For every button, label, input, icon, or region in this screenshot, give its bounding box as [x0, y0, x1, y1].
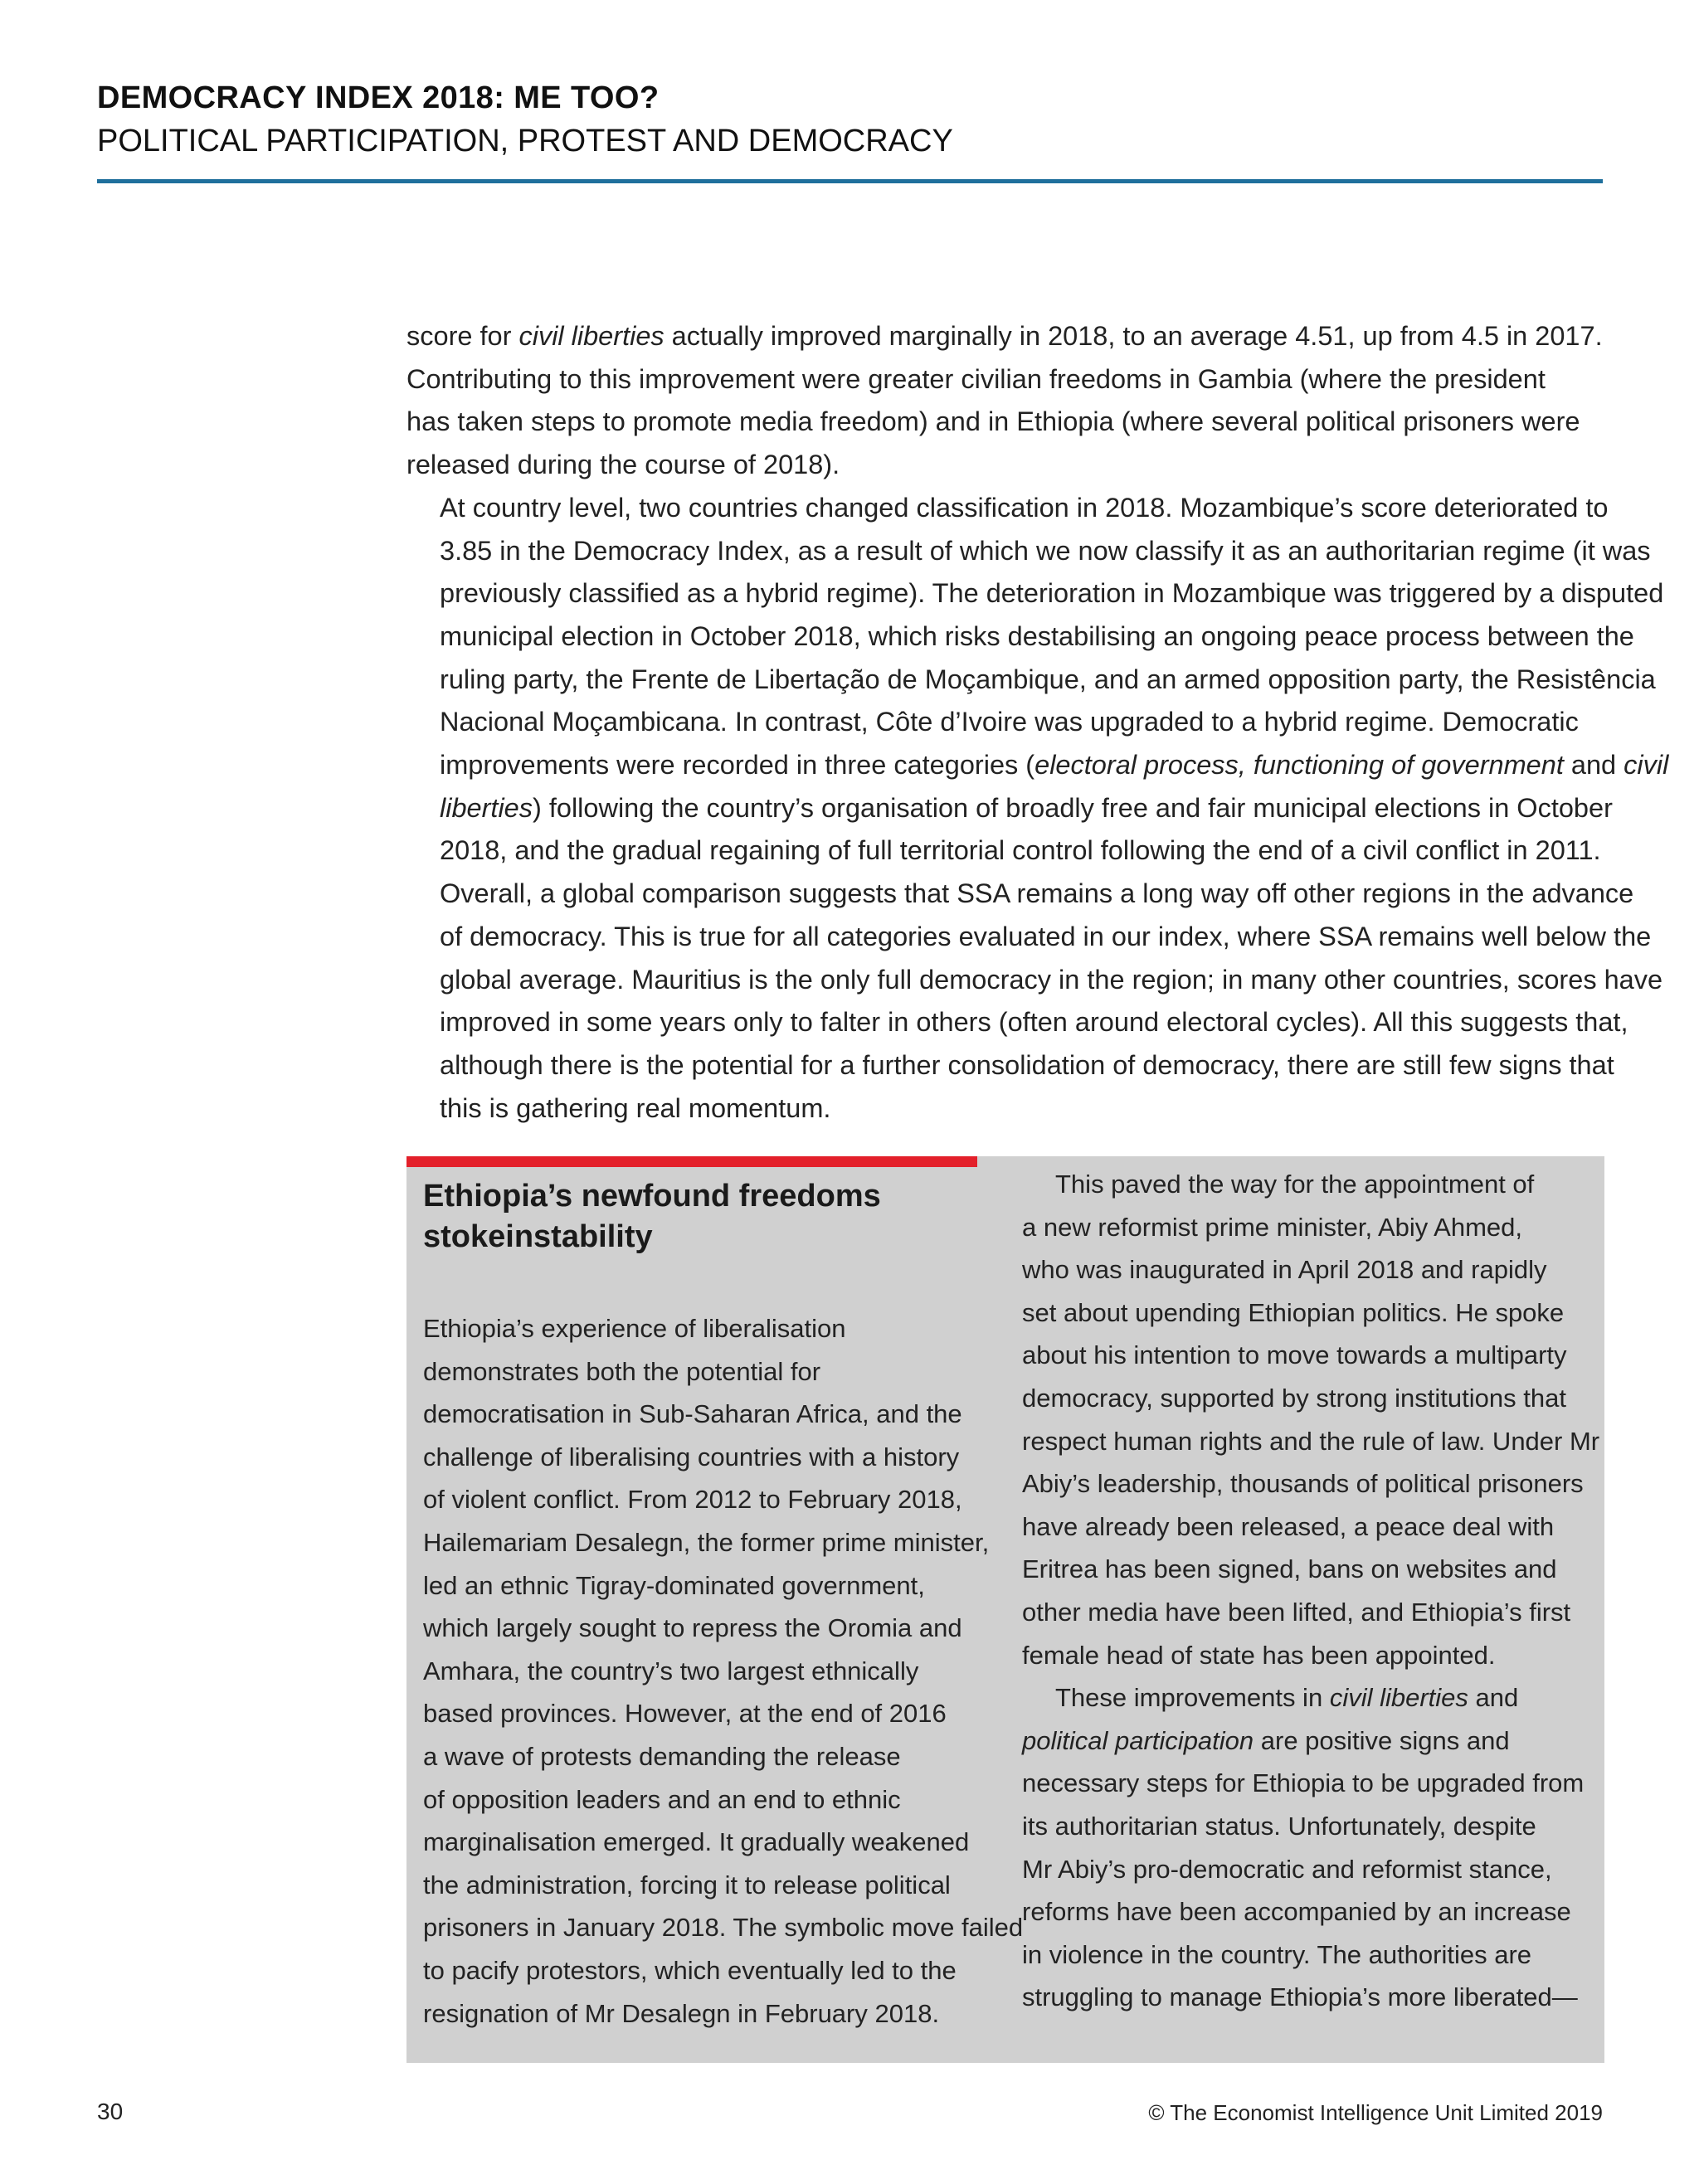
text-line: Ethiopia’s newfound freedoms stoke: [423, 1179, 881, 1254]
text-line: this is gathering real momentum.: [440, 1092, 831, 1123]
text-line: of opposition leaders and an end to ethnic: [423, 1784, 901, 1814]
text-line: of violent conflict. From 2012 to February 2018,: [423, 1485, 962, 1515]
sidebar-right-column: [1022, 1163, 1600, 2019]
report-title: DEMOCRACY INDEX 2018: ME TOO?: [97, 80, 660, 115]
text-line: Nacional Moçambicana. In contrast, Côte d’Ivoire was upgraded to a hybrid regime. Democratic: [440, 707, 1579, 737]
text-line: reforms have been accompanied by an increase: [1022, 1897, 1571, 1927]
text-line: marginalisation emerged. It gradually weakened: [423, 1827, 970, 1857]
text-line: political participation are positive signs and: [1022, 1725, 1510, 1755]
text-line: Overall, a global comparison suggests that SSA remains a long way off other regions in the advance: [440, 878, 1634, 909]
text-line: ruling party, the Frente de Libertação de Moçambique, and an armed opposition party, the Resistência: [440, 664, 1656, 694]
text-line: Contributing to this improvement were greater civilian freedoms in Gambia (where the president: [406, 363, 1546, 394]
paragraph-3: [406, 873, 1663, 1130]
emphasis-text: electoral process, functioning of government: [1034, 750, 1564, 781]
text-line: Ethiopia’s experience of liberalisation: [423, 1314, 846, 1343]
text-line: democratisation in Sub-Saharan Africa, and the: [423, 1399, 962, 1429]
text-line: who was inaugurated in April 2018 and rapidly: [1022, 1255, 1547, 1285]
text-line: about his intention to move towards a multiparty: [1022, 1340, 1567, 1370]
text-line: previously classified as a hybrid regime). The deterioration in Mozambique was triggered by a disputed: [440, 578, 1664, 609]
sidebar-right-paragraph-2: [1022, 1676, 1594, 2019]
text-line: have already been released, a peace deal with: [1022, 1511, 1555, 1541]
text-line: score for civil liberties actually improved marginally in 2018, to an average 4.51, up from 4.5 in 2017.: [406, 321, 1603, 351]
text-line: released during the course of 2018).: [406, 450, 840, 480]
emphasis-text: liberties: [440, 792, 533, 823]
text-line: municipal election in October 2018, which risks destabilising an ongoing peace process between the: [440, 620, 1634, 651]
text-line: its authoritarian status. Unfortunately, despite: [1022, 1811, 1536, 1841]
text-line: 3.85 in the Democracy Index, as a result of which we now classify it as an authoritarian regime (it was: [440, 535, 1651, 566]
text-line: 2018, and the gradual regaining of full territorial control following the end of a civil conflict in 2011.: [440, 835, 1601, 866]
text-line: liberties) following the country’s organisation of broadly free and fair municipal elections in October: [440, 792, 1613, 823]
text-line: instability: [505, 1219, 653, 1254]
paragraph-1: [406, 315, 1605, 487]
text-line: Mr Abiy’s pro-democratic and reformist stance,: [1022, 1854, 1552, 1884]
text-line: of democracy. This is true for all categories evaluated in our index, where SSA remains well below the: [440, 921, 1652, 951]
text-line: the administration, forcing it to release political: [423, 1870, 951, 1899]
emphasis-text: civil liberties: [1329, 1683, 1468, 1713]
text-line: respect human rights and the rule of law. Under Mr: [1022, 1426, 1600, 1456]
text-line: to pacify protestors, which eventually led to the: [423, 1955, 957, 1985]
text-line: improved in some years only to falter in others (often around electoral cycles). All this suggests that,: [440, 1007, 1628, 1038]
paragraph-2: [406, 487, 1669, 873]
emphasis-text: civil: [1624, 750, 1669, 781]
sidebar-right-paragraph-1: [1022, 1163, 1600, 1676]
text-line: challenge of liberalising countries with a history: [423, 1442, 960, 1471]
text-line: led an ethnic Tigray-dominated government,: [423, 1570, 925, 1600]
text-line: prisoners in January 2018. The symbolic move failed: [423, 1913, 1024, 1943]
text-line: resignation of Mr Desalegn in February 2018.: [423, 1998, 940, 2028]
text-line: Amhara, the country’s two largest ethnically: [423, 1656, 919, 1685]
text-line: which largely sought to repress the Oromia and: [423, 1613, 962, 1643]
text-line: global average. Mauritius is the only full democracy in the region; in many other countries, scores have: [440, 964, 1663, 995]
text-line: set about upending Ethiopian politics. He spoke: [1022, 1297, 1565, 1327]
emphasis-text: civil liberties: [518, 321, 665, 351]
text-line: This paved the way for the appointment of: [1055, 1170, 1535, 1199]
text-line: improvements were recorded in three categories (electoral process, functioning of government and civil: [440, 750, 1669, 781]
emphasis-text: political participation: [1022, 1725, 1254, 1755]
text-line: Abiy’s leadership, thousands of political prisoners: [1022, 1469, 1584, 1499]
text-line: democracy, supported by strong institutions that: [1022, 1383, 1566, 1413]
text-line: has taken steps to promote media freedom) and in Ethiopia (where several political prisoners were: [406, 406, 1580, 437]
text-line: a new reformist prime minister, Abiy Ahmed,: [1022, 1212, 1523, 1242]
page-header: [97, 76, 1603, 163]
section-subtitle: POLITICAL PARTICIPATION, PROTEST AND DEMOCRACY: [97, 124, 953, 158]
text-line: demonstrates both the potential for: [423, 1356, 821, 1386]
text-line: Eritrea has been signed, bans on websites and: [1022, 1554, 1557, 1584]
text-line: a wave of protests demanding the release: [423, 1741, 901, 1771]
sidebar-title: [423, 1176, 987, 1257]
header-divider: [97, 179, 1603, 183]
sidebar-accent-bar: [406, 1156, 977, 1167]
text-line: female head of state has been appointed.: [1022, 1640, 1496, 1670]
sidebar-left-column: [423, 1307, 1024, 2035]
copyright-notice: © The Economist Intelligence Unit Limited 2019: [1148, 2100, 1603, 2125]
text-line: based provinces. However, at the end of 2016: [423, 1699, 947, 1729]
text-line: necessary steps for Ethiopia to be upgraded from: [1022, 1768, 1585, 1798]
text-line: At country level, two countries changed classification in 2018. Mozambique’s score deteriorated to: [440, 492, 1609, 523]
main-body-text: [406, 315, 1669, 1130]
text-line: struggling to manage Ethiopia’s more liberated—: [1022, 1982, 1578, 2012]
text-line: other media have been lifted, and Ethiopia’s first: [1022, 1597, 1571, 1627]
text-line: These improvements in civil liberties and: [1055, 1683, 1519, 1713]
text-line: Hailemariam Desalegn, the former prime minister,: [423, 1527, 990, 1557]
page-number: 30: [97, 2099, 124, 2124]
text-line: in violence in the country. The authorities are: [1022, 1939, 1532, 1969]
text-line: although there is the potential for a further consolidation of democracy, there are still few signs that: [440, 1049, 1614, 1080]
